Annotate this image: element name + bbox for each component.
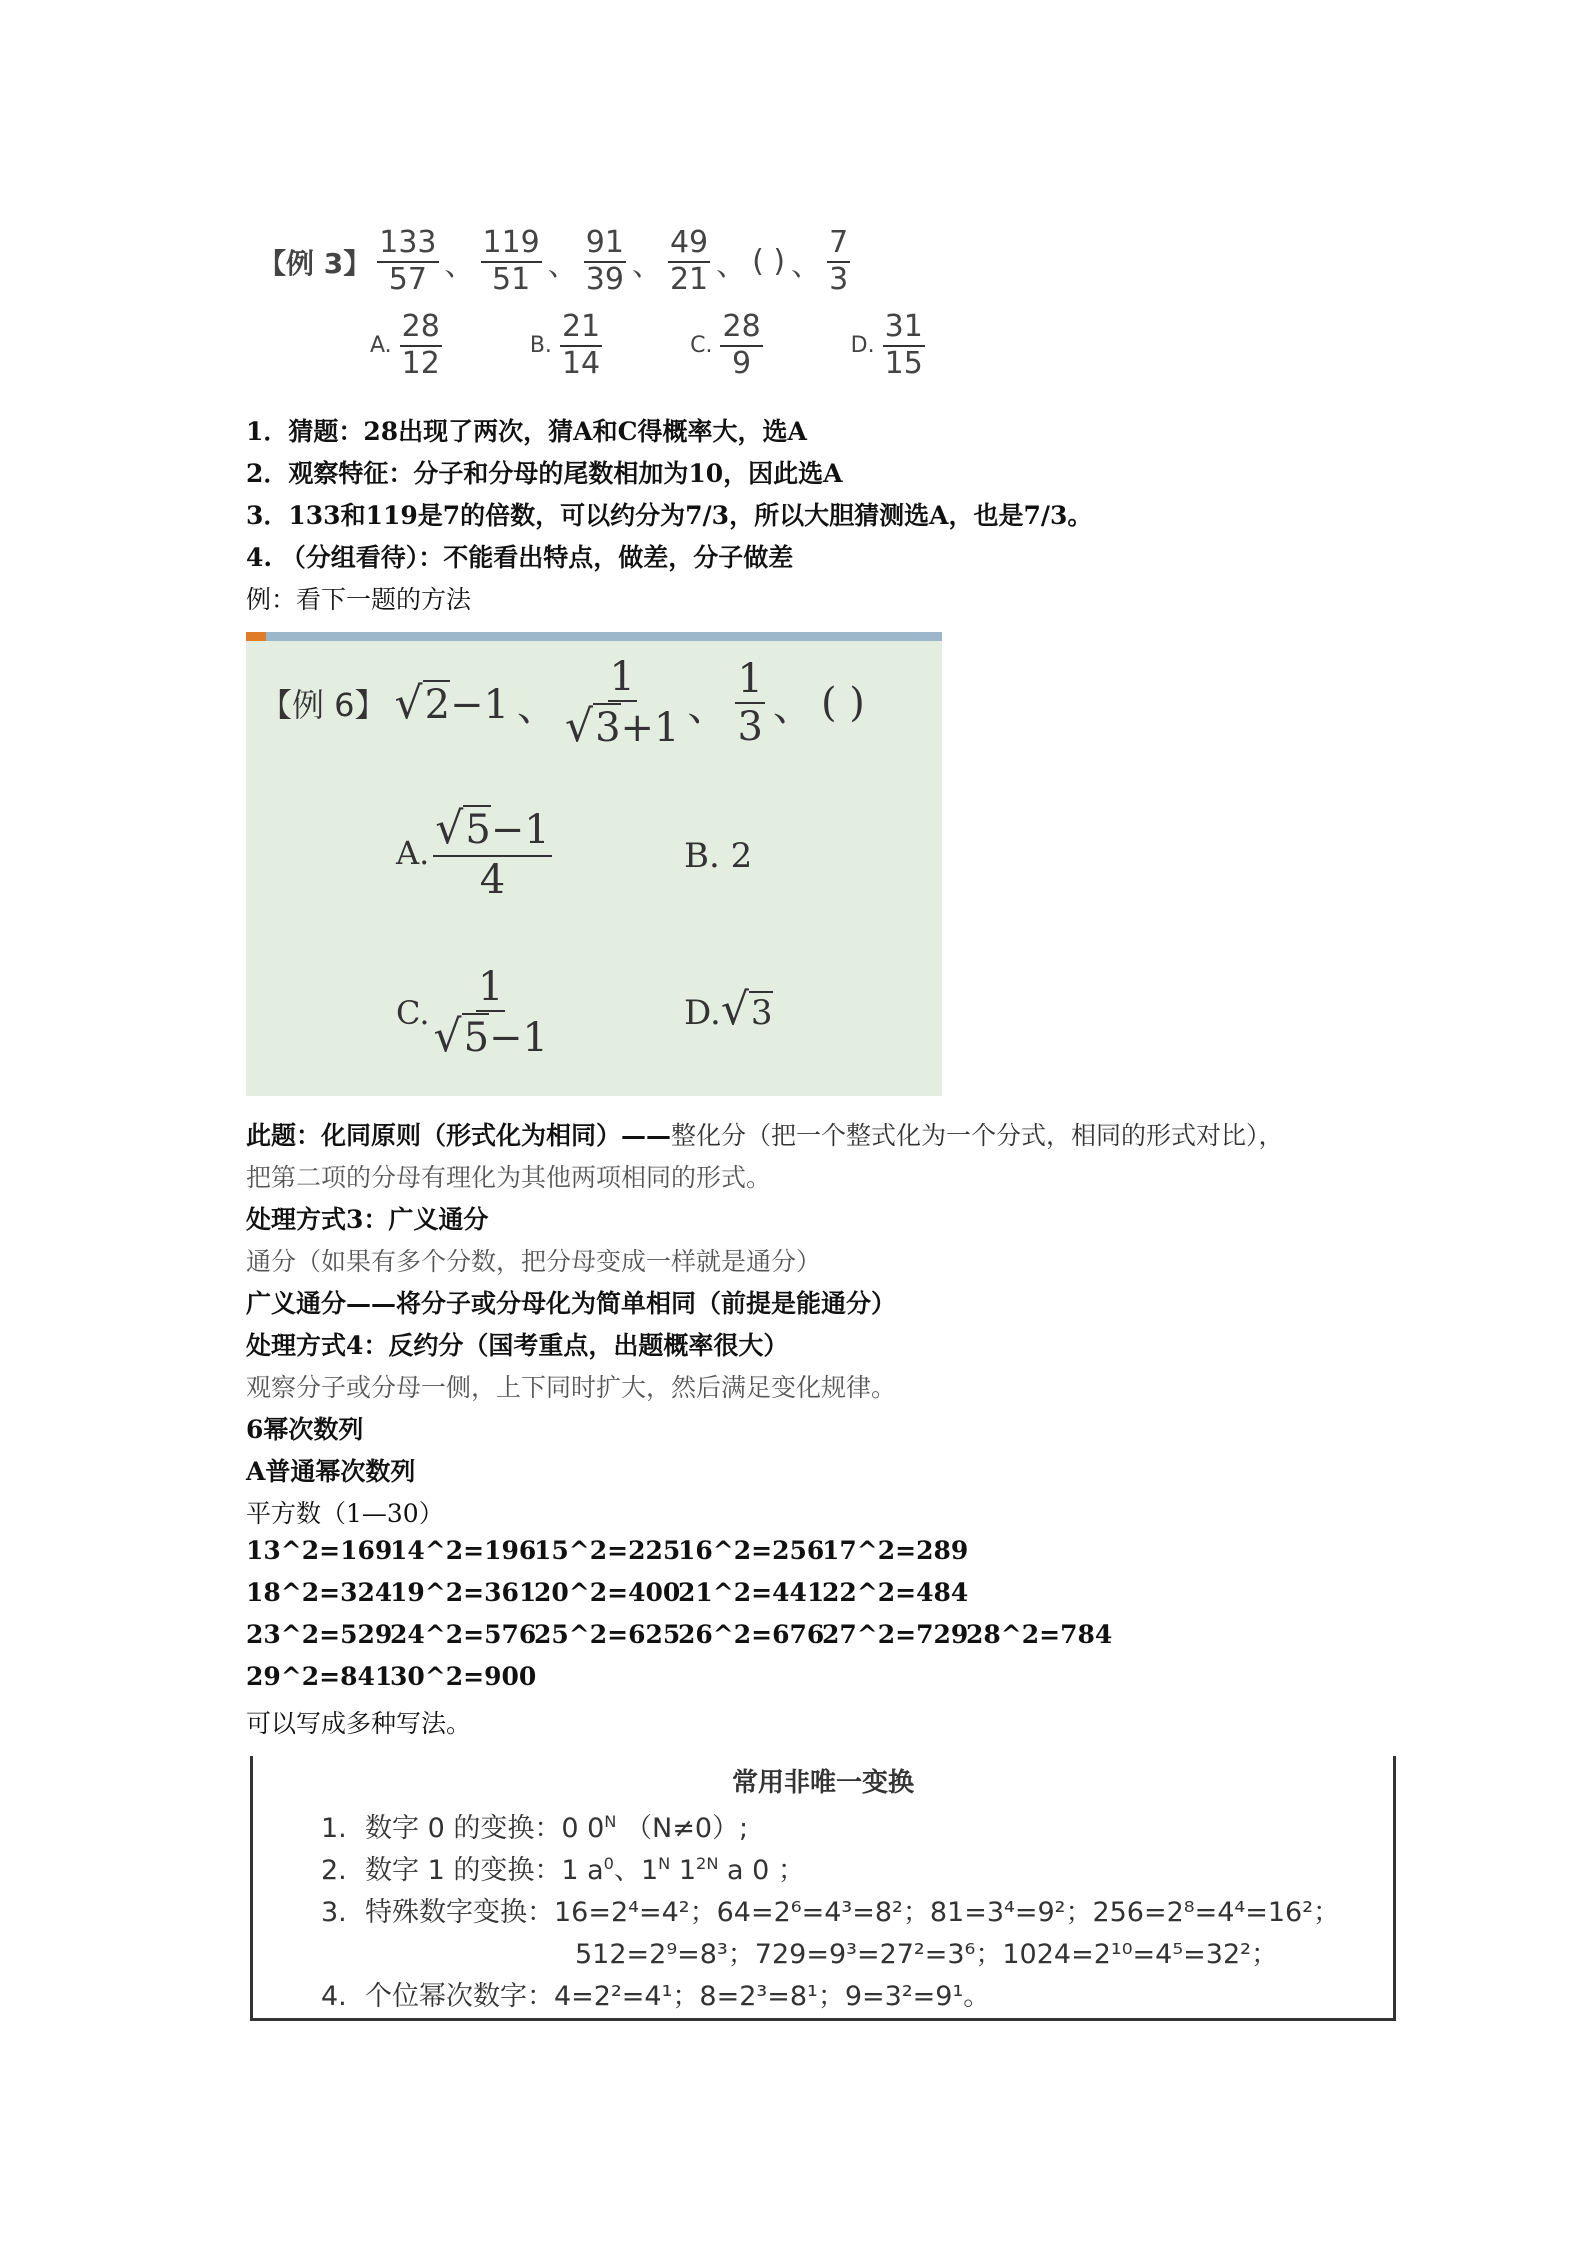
squares-row-1: 13^2=16914^2=19615^2=22516^2=25617^2=289 — [246, 1536, 969, 1565]
para-3: 通分（如果有多个分数，把分母变成一样就是通分） — [246, 1247, 822, 1276]
line-4: 4. （分组看待）：不能看出特点，做差，分子做差 — [246, 543, 794, 572]
example6-option-c: C. $\frac{1}{√5-1}$ — [396, 964, 548, 1062]
example3-term-2: $\frac{119}{51}$ — [482, 225, 540, 297]
table-row-3-cont: 512=2⁹=8³；729=9³=27²=3⁶；1024=2¹⁰=4⁵=32²； — [575, 1939, 1278, 1970]
para-6: 观察分子或分母一侧，上下同时扩大，然后满足变化规律。 — [246, 1373, 897, 1402]
table-row-4: 4. 个位幂次数字：4=2²=4¹；8=2³=8¹；9=3²=9¹。 — [321, 1981, 991, 2012]
example3-option-a: A. $\frac{28}{12}$ — [370, 309, 440, 381]
example3-option-c: C. $\frac{28}{9}$ — [690, 309, 761, 381]
squares-row-3: 23^2=52924^2=57625^2=62526^2=67627^2=72928^2=784 — [246, 1620, 1113, 1649]
example6-blank: ( ) — [820, 680, 865, 727]
para-1c: 把第二项的分母有理化为其他两项相同的形式。 — [246, 1163, 772, 1192]
example3-option-b: B. $\frac{21}{14}$ — [529, 309, 601, 381]
example6-term-3: $\frac{1}{3}$ — [737, 656, 763, 751]
line-5: 例：看下一题的方法 — [246, 585, 472, 614]
para-4: 广义通分——将分子或分母化为简单相同（前提是能通分） — [246, 1289, 897, 1318]
example6-box — [246, 632, 942, 1096]
example6-term-1: √2−1 — [394, 677, 510, 729]
example3-term-4: $\frac{49}{21}$ — [669, 225, 709, 297]
transform-table — [250, 1756, 1396, 2021]
example6-top-bar — [246, 632, 942, 641]
table-title: 常用非唯一变换 — [731, 1768, 914, 1798]
example3-term-3: $\frac{91}{39}$ — [585, 225, 624, 297]
example6-question: 【例 6】 √2−1 、 $\frac{1}{√3+1}$ 、 $\frac{1}{3}$ 、 ( ) — [260, 654, 865, 752]
para-1a: 此题：化同原则（形式化为相同）——整化分（把一个整式化为一个分式，相同的形式对比）， — [246, 1121, 1284, 1150]
example6-option-d: D.√3 — [684, 984, 773, 1035]
example3-options-row — [370, 310, 925, 381]
para-5: 处理方式4：反约分（国考重点，出题概率很大） — [246, 1331, 789, 1360]
example6-accent — [246, 632, 266, 641]
example6-term-2: $\frac{1}{√3+1}$ — [565, 654, 680, 752]
example3-term-last: $\frac{7}{3}$ — [829, 225, 849, 297]
line-3: 3．133和119是7的倍数，可以约分为7/3，所以大胆猜测选A，也是7/3。 — [246, 501, 1093, 530]
line-2: 2．观察特征：分子和分母的尾数相加为10，因此选A — [246, 459, 843, 488]
example3-option-d: D. $\frac{31}{15}$ — [850, 309, 923, 381]
para-7: 6幂次数列 — [246, 1415, 364, 1444]
example3-label: 【例 3】 — [258, 246, 372, 280]
squares-row-2: 18^2=32419^2=36120^2=40021^2=44122^2=484 — [246, 1578, 969, 1607]
table-row-1: 1. 数字 0 的变换：0 $0^N$ （N≠0）; — [321, 1812, 749, 1844]
example6-option-b: B. 2 — [684, 836, 753, 876]
after-squares: 可以写成多种写法。 — [246, 1709, 472, 1738]
table-row-2: 2. 数字 1 的变换：1 $a^0$、$1^N$ $1^{2N}$ a 0 ； — [321, 1854, 805, 1886]
para-8: A普通幂次数列 — [246, 1457, 416, 1486]
squares-row-4: 29^2=84130^2=900 — [246, 1662, 537, 1691]
table-row-3: 3. 特殊数字变换：16=2⁴=4²；64=2⁶=4³=8²；81=3⁴=9²；256=2⁸=4⁴=16²； — [321, 1897, 1341, 1928]
example3-blank: ( ) — [752, 244, 786, 279]
example6-label: 【例 6】 — [260, 686, 387, 725]
example3-term-1: $\frac{133}{57}$ — [379, 225, 437, 297]
example3-question-row: 【例 3】 $\frac{133}{57}$ 、 $\frac{119}{51}$ 、 $\frac{91}{39}$ 、 $\frac{49}{21}$ 、 ( ) 、 $\frac{7}{3}$ — [258, 225, 849, 297]
example3-block — [258, 226, 1018, 391]
para-2: 处理方式3：广义通分 — [246, 1205, 489, 1234]
line-1: 1．猜题：28出现了两次，猜A和C得概率大，选A — [246, 417, 807, 446]
example6-option-a: A. $\frac{√5-1}{4}$ — [396, 803, 550, 903]
para-9: 平方数（1—30） — [246, 1499, 444, 1528]
